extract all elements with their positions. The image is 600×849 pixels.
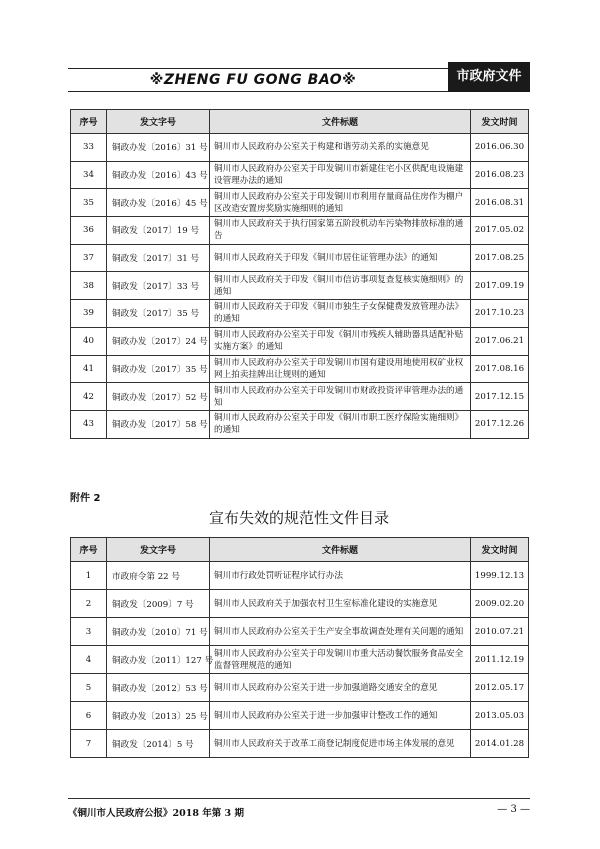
row-number: 42 [71, 383, 107, 411]
document-title: 铜川市人民政府办公室关于印发铜川市利用存量商品住房作为棚户区改造安置房奖励实施细则的通知 [210, 189, 471, 217]
table-header-row [71, 110, 529, 134]
table-row [71, 355, 529, 383]
continued-document-table [70, 109, 529, 439]
issue-date: 2017.05.02 [471, 217, 529, 245]
row-number: 4 [71, 646, 107, 674]
annex-title: 宣布失效的规范性文件目录 [208, 509, 389, 527]
document-title: 铜川市人民政府办公室关于构建和谐劳动关系的实施意见 [210, 134, 471, 162]
document-title: 铜川市人民政府关于印发《铜川市信访事项复查复核实施细则》的通知 [210, 272, 471, 300]
document-title: 铜川市人民政府关于印发《铜川市居住证管理办法》的通知 [210, 244, 471, 272]
document-title: 铜川市人民政府办公室关于印发《铜川市残疾人辅助器具适配补贴实施方案》的通知 [210, 327, 471, 355]
row-number: 35 [71, 189, 107, 217]
row-number: 6 [71, 702, 107, 730]
annex-label: 附件 2 [70, 493, 101, 504]
masthead: ※ZHENG FU GONG BAO※ [149, 72, 357, 88]
row-number: 38 [71, 272, 107, 300]
issue-date: 2017.12.15 [471, 383, 529, 411]
row-number: 1 [71, 562, 107, 590]
issue-date: 2017.12.26 [471, 410, 529, 438]
document-title: 铜川市人民政府办公室关于进一步加强审计整改工作的通知 [210, 702, 471, 730]
page-header [68, 68, 530, 92]
table-row [71, 590, 529, 618]
table-body [71, 134, 529, 439]
table-body [71, 562, 529, 758]
issue-date: 1999.12.13 [471, 562, 529, 590]
col-header-date: 发文时间 [471, 110, 529, 134]
document-title: 铜川市人民政府办公室关于生产安全事故调查处理有关问题的通知 [210, 618, 471, 646]
document-code: 铜政发〔2009〕7 号 [107, 590, 210, 618]
table-row [71, 646, 529, 674]
table-row [71, 161, 529, 189]
document-code: 铜政办发〔2011〕127 号 [107, 646, 210, 674]
section-tab: 市政府文件 [448, 62, 530, 92]
table-row [71, 618, 529, 646]
issue-date: 2017.09.19 [471, 272, 529, 300]
document-title: 铜川市人民政府办公室关于印发铜川市财政投资评审管理办法的通知 [210, 383, 471, 411]
row-number: 7 [71, 730, 107, 758]
col-header-title: 文件标题 [210, 538, 471, 562]
publication-info: 《铜川市人民政府公报》2018 年第 3 期 [68, 808, 244, 819]
row-number: 33 [71, 134, 107, 162]
document-title: 铜川市人民政府办公室关于印发铜川市国有建设用地使用权矿业权网上拍卖挂牌出让规则的通知 [210, 355, 471, 383]
document-title: 铜川市人民政府关于改革工商登记制度促进市场主体发展的意见 [210, 730, 471, 758]
document-code: 铜政发〔2017〕35 号 [107, 300, 210, 328]
table-row [71, 244, 529, 272]
issue-date: 2017.10.23 [471, 300, 529, 328]
row-number: 3 [71, 618, 107, 646]
issue-date: 2010.07.21 [471, 618, 529, 646]
document-code: 市政府令第 22 号 [107, 562, 210, 590]
table-row [71, 217, 529, 245]
issue-date: 2011.12.19 [471, 646, 529, 674]
col-header-code: 发文字号 [107, 110, 210, 134]
issue-date: 2017.08.16 [471, 355, 529, 383]
issue-date: 2009.02.20 [471, 590, 529, 618]
row-number: 43 [71, 410, 107, 438]
document-code: 铜政办发〔2012〕53 号 [107, 674, 210, 702]
document-code: 铜政办发〔2010〕71 号 [107, 618, 210, 646]
document-title: 铜川市人民政府关于加强农村卫生室标准化建设的实施意见 [210, 590, 471, 618]
document-code: 铜政办发〔2017〕35 号 [107, 355, 210, 383]
issue-date: 2014.01.28 [471, 730, 529, 758]
col-header-code: 发文字号 [107, 538, 210, 562]
issue-date: 2013.05.03 [471, 702, 529, 730]
table-row [71, 327, 529, 355]
table-row [71, 383, 529, 411]
document-code: 铜政办发〔2016〕45 号 [107, 189, 210, 217]
document-code: 铜政发〔2017〕31 号 [107, 244, 210, 272]
table-row [71, 562, 529, 590]
table-row [71, 300, 529, 328]
document-code: 铜政发〔2017〕33 号 [107, 272, 210, 300]
footer-rule [68, 798, 530, 799]
row-number: 2 [71, 590, 107, 618]
table-row [71, 272, 529, 300]
row-number: 5 [71, 674, 107, 702]
table-header-row [71, 538, 529, 562]
issue-date: 2016.08.23 [471, 161, 529, 189]
table-row [71, 134, 529, 162]
document-title: 铜川市人民政府办公室关于印发铜川市新建住宅小区供配电设施建设管理办法的通知 [210, 161, 471, 189]
table-row [71, 410, 529, 438]
document-code: 铜政办发〔2016〕31 号 [107, 134, 210, 162]
row-number: 40 [71, 327, 107, 355]
document-code: 铜政办发〔2017〕24 号 [107, 327, 210, 355]
document-title: 铜川市人民政府办公室关于印发《铜川市职工医疗保险实施细则》的通知 [210, 410, 471, 438]
table-row [71, 674, 529, 702]
document-code: 铜政办发〔2013〕25 号 [107, 702, 210, 730]
document-code: 铜政发〔2017〕19 号 [107, 217, 210, 245]
col-header-date: 发文时间 [471, 538, 529, 562]
col-header-title: 文件标题 [210, 110, 471, 134]
row-number: 37 [71, 244, 107, 272]
issue-date: 2016.06.30 [471, 134, 529, 162]
document-title: 铜川市人民政府关于执行国家第五阶段机动车污染物排放标准的通告 [210, 217, 471, 245]
page-number: — 3 — [497, 804, 530, 815]
table-row [71, 702, 529, 730]
document-code: 铜政发〔2014〕5 号 [107, 730, 210, 758]
row-number: 36 [71, 217, 107, 245]
document-code: 铜政办发〔2017〕52 号 [107, 383, 210, 411]
col-header-number: 序号 [71, 110, 107, 134]
table-row [71, 730, 529, 758]
document-title: 铜川市行政处罚听证程序试行办法 [210, 562, 471, 590]
row-number: 41 [71, 355, 107, 383]
issue-date: 2016.08.31 [471, 189, 529, 217]
col-header-number: 序号 [71, 538, 107, 562]
issue-date: 2017.06.21 [471, 327, 529, 355]
issue-date: 2017.08.25 [471, 244, 529, 272]
document-title: 铜川市人民政府办公室关于印发铜川市重大活动餐饮服务食品安全监督管理规范的通知 [210, 646, 471, 674]
document-code: 铜政办发〔2016〕43 号 [107, 161, 210, 189]
document-title: 铜川市人民政府办公室关于进一步加强道路交通安全的意见 [210, 674, 471, 702]
issue-date: 2012.05.17 [471, 674, 529, 702]
row-number: 34 [71, 161, 107, 189]
document-code: 铜政办发〔2017〕58 号 [107, 410, 210, 438]
document-title: 铜川市人民政府关于印发《铜川市独生子女保健费发放管理办法》的通知 [210, 300, 471, 328]
invalid-document-table [70, 537, 529, 758]
row-number: 39 [71, 300, 107, 328]
table-row [71, 189, 529, 217]
